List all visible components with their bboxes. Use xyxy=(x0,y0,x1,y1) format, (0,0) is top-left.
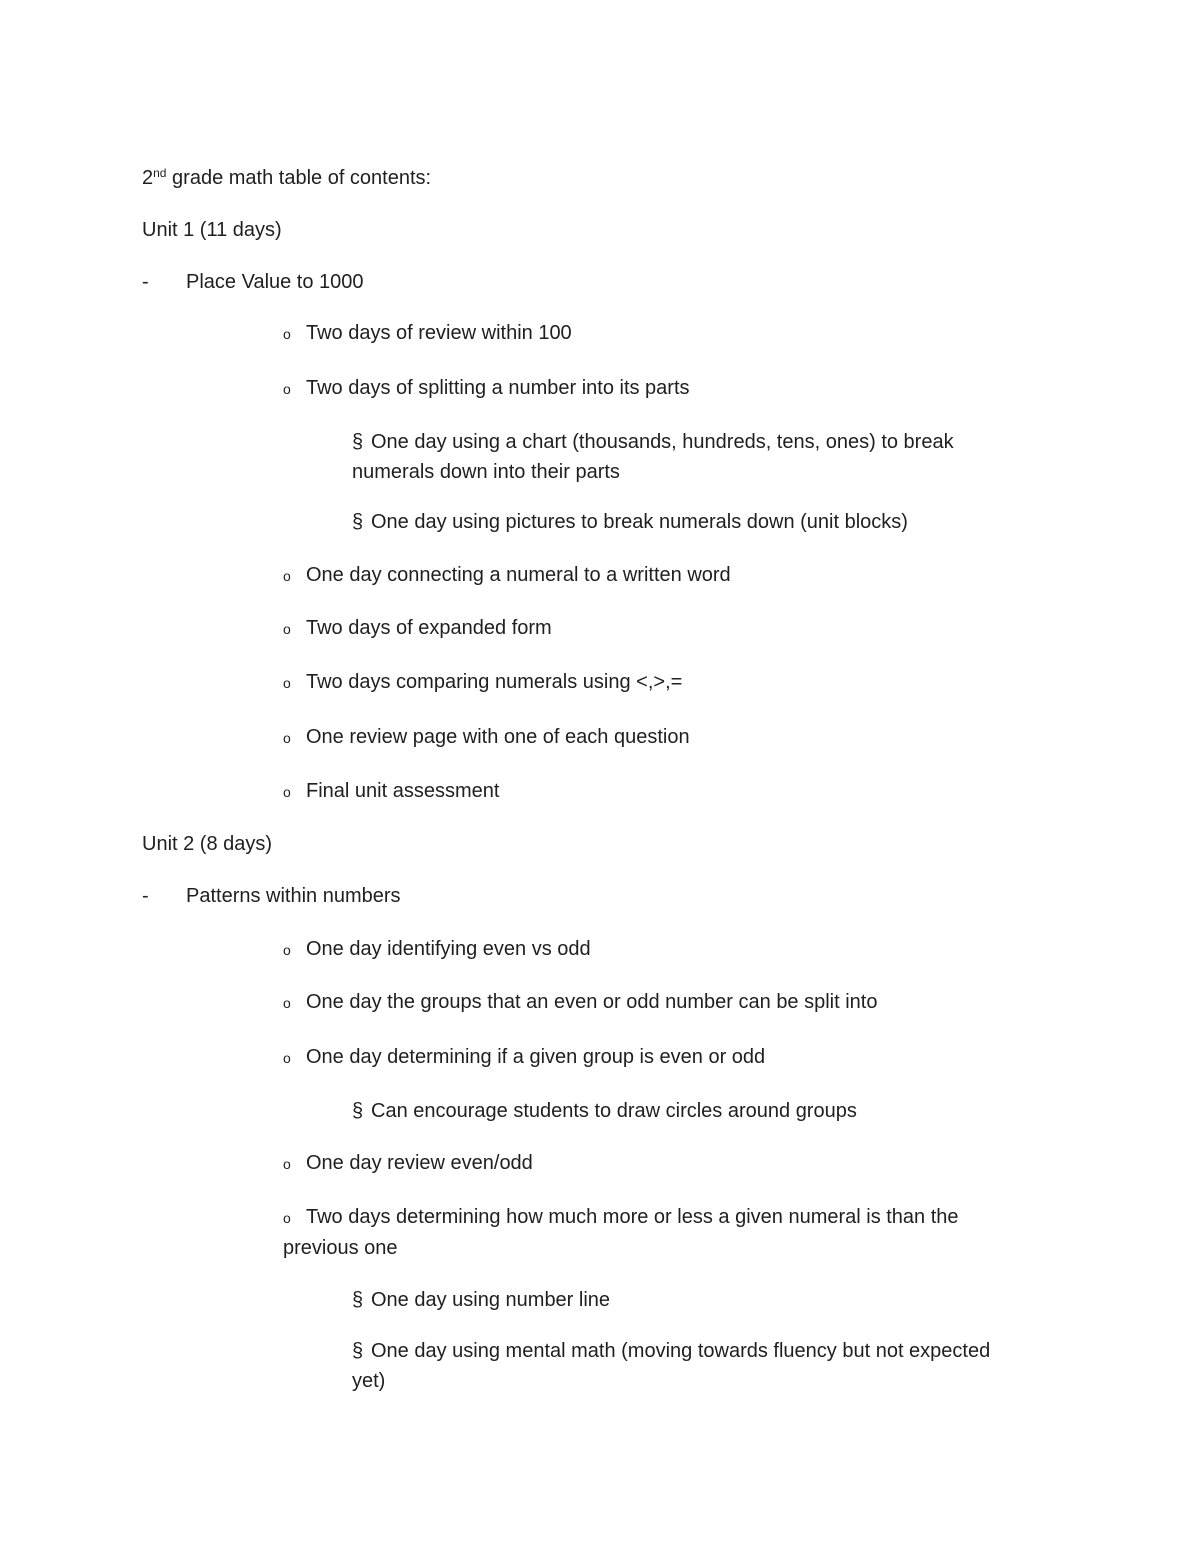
sub-list-item xyxy=(352,1096,857,1126)
title-number: 2 xyxy=(142,167,154,189)
list-item-text: One day connecting a numeral to a written word xyxy=(306,564,731,586)
sub-list-item xyxy=(352,507,908,537)
list-item xyxy=(283,1202,959,1263)
sub-list-item-text: One day using a chart (thousands, hundreds, tens, ones) to break xyxy=(371,431,954,453)
title-text: grade math table of contents: xyxy=(166,167,432,189)
dash-bullet: - xyxy=(142,885,149,907)
sub-list-item-text-continued: yet) xyxy=(352,1370,386,1392)
list-item-text: Two days of splitting a number into its parts xyxy=(306,377,690,399)
sub-list-item-text: One day using mental math (moving towards fluency but not expected xyxy=(371,1340,991,1362)
unit-2-heading: Unit 2 (8 days) xyxy=(142,833,273,855)
list-item-text: One day determining if a given group is even or odd xyxy=(306,1046,766,1068)
list-item xyxy=(283,776,499,807)
title-superscript: nd xyxy=(153,166,167,180)
list-item-text: Final unit assessment xyxy=(306,780,500,802)
unit-1-topic: Place Value to 1000 xyxy=(186,271,364,293)
list-item-text: One day the groups that an even or odd number can be split into xyxy=(306,991,878,1013)
list-item xyxy=(283,613,552,644)
list-item-text: Two days determining how much more or less a given numeral is than the xyxy=(306,1206,959,1228)
section-bullet-icon: § xyxy=(352,511,364,533)
list-item-text: One day identifying even vs odd xyxy=(306,938,591,960)
list-item xyxy=(283,934,591,965)
dash-bullet: - xyxy=(142,271,149,293)
sub-list-item xyxy=(352,1285,610,1315)
circle-bullet-icon: o xyxy=(283,1050,291,1066)
list-item xyxy=(283,373,690,404)
sub-list-item xyxy=(352,427,954,487)
document-title xyxy=(142,163,431,193)
list-item xyxy=(283,1042,765,1073)
circle-bullet-icon: o xyxy=(283,621,291,637)
circle-bullet-icon: o xyxy=(283,784,291,800)
sub-list-item-text-continued: numerals down into their parts xyxy=(352,461,620,483)
list-item-text: One day review even/odd xyxy=(306,1152,533,1174)
list-item-text: Two days of review within 100 xyxy=(306,322,572,344)
list-item-text: Two days comparing numerals using <,>,= xyxy=(306,671,683,693)
unit-2-topic: Patterns within numbers xyxy=(186,885,401,907)
sub-list-item-text: Can encourage students to draw circles around groups xyxy=(371,1100,857,1122)
list-item xyxy=(283,722,690,753)
circle-bullet-icon: o xyxy=(283,730,291,746)
sub-list-item xyxy=(352,1336,990,1396)
circle-bullet-icon: o xyxy=(283,568,291,584)
list-item-text-continued: previous one xyxy=(283,1237,398,1259)
list-item-text: Two days of expanded form xyxy=(306,617,552,639)
list-item-text: One review page with one of each question xyxy=(306,726,690,748)
list-item xyxy=(283,987,877,1018)
sub-list-item-text: One day using number line xyxy=(371,1289,611,1311)
unit-1-heading: Unit 1 (11 days) xyxy=(142,219,282,241)
circle-bullet-icon: o xyxy=(283,1156,291,1172)
circle-bullet-icon: o xyxy=(283,1210,291,1226)
circle-bullet-icon: o xyxy=(283,942,291,958)
sub-list-item-text: One day using pictures to break numerals down (unit blocks) xyxy=(371,511,908,533)
circle-bullet-icon: o xyxy=(283,675,291,691)
circle-bullet-icon: o xyxy=(283,326,291,342)
list-item xyxy=(283,1148,533,1179)
circle-bullet-icon: o xyxy=(283,381,291,397)
list-item xyxy=(283,318,572,349)
section-bullet-icon: § xyxy=(352,1100,364,1122)
list-item xyxy=(283,667,682,698)
section-bullet-icon: § xyxy=(352,1289,364,1311)
circle-bullet-icon: o xyxy=(283,995,291,1011)
section-bullet-icon: § xyxy=(352,431,364,453)
section-bullet-icon: § xyxy=(352,1340,364,1362)
list-item xyxy=(283,560,731,591)
